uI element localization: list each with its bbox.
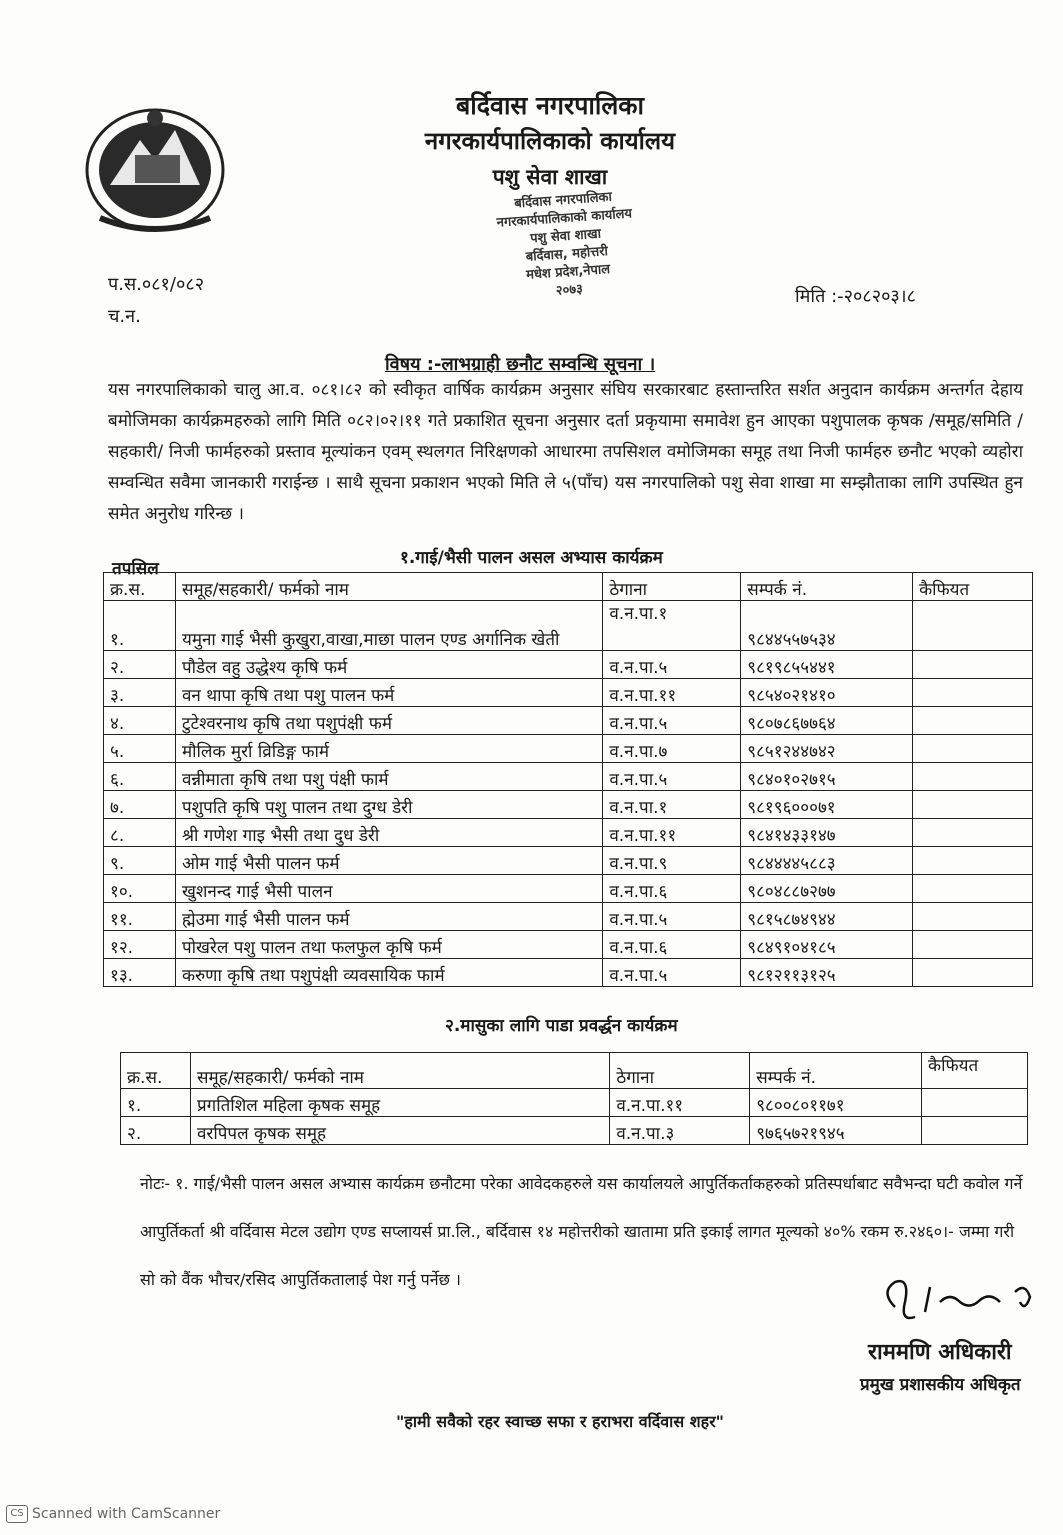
camscanner-text: Scanned with CamScanner xyxy=(32,1506,221,1522)
table-header-row xyxy=(104,573,1033,601)
camscanner-logo-icon: CS xyxy=(6,1505,28,1523)
col-header: सम्पर्क नं. xyxy=(750,1053,922,1089)
farm-name: श्री गणेश गाइ भैसी तथा दुध डेरी xyxy=(175,819,602,847)
signatory-name: राममणि अधिकारी xyxy=(868,1340,1012,1365)
stamp-line: नगरकार्यपालिकाको कार्यालय xyxy=(496,206,633,231)
remarks xyxy=(922,1089,1028,1117)
phone: ९८४४५५७५३४ xyxy=(741,601,913,651)
serial: ५. xyxy=(104,735,176,763)
table-row xyxy=(104,875,1033,903)
table-row xyxy=(104,763,1033,791)
farm-name: पोखरेल पशु पालन तथा फलफुल कृषि फर्म xyxy=(175,931,602,959)
section-name: पशु सेवा शाखा xyxy=(492,165,608,189)
phone: ९८१९८५५४४१ xyxy=(741,651,913,679)
table-program-1 xyxy=(103,572,1033,987)
table2-title: २.मासुका लागि पाडा प्रवर्द्धन कार्यक्रम xyxy=(445,1016,678,1036)
remarks xyxy=(913,903,1033,931)
col-header: समूह/सहकारी/ फर्मको नाम xyxy=(190,1053,609,1089)
col-header: सम्पर्क नं. xyxy=(741,573,913,601)
subject: विषय :-लाभग्राही छनौट सम्वन्धि सूचना । xyxy=(385,354,656,375)
address: व.न.पा.११ xyxy=(603,819,741,847)
table-row xyxy=(104,735,1033,763)
farm-name: मौलिक मुर्रा व्रिडिङ्ग फार्म xyxy=(175,735,602,763)
serial: ४. xyxy=(104,707,176,735)
address: व.न.पा.११ xyxy=(610,1089,750,1117)
phone: ९८१५८७४९४४ xyxy=(741,903,913,931)
address: व.न.पा.१ xyxy=(603,601,741,651)
stamp-line: बर्दिवास, महोत्तरी xyxy=(525,244,609,265)
remarks xyxy=(913,735,1033,763)
serial: ६. xyxy=(104,763,176,791)
remarks xyxy=(913,847,1033,875)
remarks xyxy=(913,875,1033,903)
farm-name: खुशनन्द गाई भैसी पालन xyxy=(175,875,602,903)
farm-name: ओम गाई भैसी पालन फर्म xyxy=(175,847,602,875)
table-row xyxy=(104,903,1033,931)
phone: ९८००८०११७१ xyxy=(750,1089,922,1117)
address: व.न.पा.६ xyxy=(603,931,741,959)
phone: ९८०७८६७७६४ xyxy=(741,707,913,735)
col-header: कैफियत xyxy=(913,573,1033,601)
col-header: समूह/सहकारी/ फर्मको नाम xyxy=(175,573,602,601)
table-row xyxy=(104,931,1033,959)
remarks xyxy=(913,763,1033,791)
signature-icon xyxy=(875,1272,1045,1332)
table-row xyxy=(104,679,1033,707)
stamp-line: २०७३ xyxy=(555,281,584,299)
stamp-line: मधेश प्रदेश,नेपाल xyxy=(525,261,611,283)
phone: ९८५१२४४७४२ xyxy=(741,735,913,763)
phone: ९८४०१०२७१५ xyxy=(741,763,913,791)
office-stamp-icon xyxy=(478,170,653,320)
serial: १०. xyxy=(104,875,176,903)
phone: ९८१९६०००७१ xyxy=(741,791,913,819)
remarks xyxy=(913,959,1033,987)
address: व.न.पा.७ xyxy=(603,735,741,763)
table-row xyxy=(104,601,1033,651)
farm-name: प्रगतिशिल महिला कृषक समूह xyxy=(190,1089,609,1117)
nepal-emblem-icon xyxy=(80,100,230,235)
table1-title: १.गाई/भैसी पालन असल अभ्यास कार्यक्रम xyxy=(400,548,663,568)
farm-name: पौडेल वहु उद्धेश्य कृषि फर्म xyxy=(175,651,602,679)
serial: १. xyxy=(121,1089,191,1117)
table-header-row xyxy=(121,1053,1028,1089)
serial: ८. xyxy=(104,819,176,847)
address: व.न.पा.५ xyxy=(603,903,741,931)
table-row xyxy=(104,819,1033,847)
phone: ९८४१४३३१४७ xyxy=(741,819,913,847)
address: व.न.पा.५ xyxy=(603,707,741,735)
table-row xyxy=(104,707,1033,735)
serial: ७. xyxy=(104,791,176,819)
reference-number: प.स.०८१/०८२ xyxy=(108,274,205,295)
stamp-line: पशु सेवा शाखा xyxy=(529,226,602,247)
table-program-2 xyxy=(120,1052,1028,1145)
table-row xyxy=(104,651,1033,679)
remarks xyxy=(913,791,1033,819)
table-row xyxy=(104,791,1033,819)
office-name: नगरकार्यपालिकाको कार्यालय xyxy=(424,127,676,155)
farm-name: वरपिपल कृषक समूह xyxy=(190,1117,609,1145)
serial: ३. xyxy=(104,679,176,707)
phone: ९८४४४४५८८३ xyxy=(741,847,913,875)
phone: ९८५४०२१४१० xyxy=(741,679,913,707)
note-paragraph: नोटः- १. गाई/भैसी पालन असल अभ्यास कार्यक्रम छनौटमा परेका आवेदकहरुले यस कार्यालयले आपुर्तिकर्ताकहरुको प्रतिस्पर्धाबाट सवैभन्दा घटी कवोल गर्ने आपुर्तिकर्ता श्री वर्दिवास मेटल उद्योग एण्ड सप्लायर्स प्रा.लि., बर्दिवास १४ महोत्तरीको खातामा प्रति इकाई लागत मूल्यको ४०% रकम रु.२४६०।- जम्मा गरी सो को वैंक भौचर/रसिद आपुर्तिकतालाई पेश गर्नु पर्नेछ । xyxy=(140,1174,1023,1289)
remarks xyxy=(922,1117,1028,1145)
serial: ११. xyxy=(104,903,176,931)
col-header: कैफियत xyxy=(922,1053,1028,1089)
slogan: "हामी सवैको रहर स्वाच्छ सफा र हराभरा वर्दिवास शहर" xyxy=(396,1412,724,1431)
farm-name: पशुपति कृषि पशु पालन तथा दुग्ध डेरी xyxy=(175,791,602,819)
remarks xyxy=(913,931,1033,959)
col-header: क्र.स. xyxy=(104,573,176,601)
municipality-name: बर्दिवास नगरपालिका xyxy=(456,91,644,120)
farm-name: वन थापा कृषि तथा पशु पालन फर्म xyxy=(175,679,602,707)
phone: ९८४९१०४१८५ xyxy=(741,931,913,959)
serial: १. xyxy=(104,601,176,651)
address: व.न.पा.३ xyxy=(610,1117,750,1145)
farm-name: टुटेश्वरनाथ कृषि तथा पशुपंक्षी फर्म xyxy=(175,707,602,735)
notice-body: यस नगरपालिकाको चालु आ.व. ०८१।८२ को स्वीकृत वार्षिक कार्यक्रम अनुसार संघिय सरकारबाट हस्तान्तरित सर्शत अनुदान कार्यक्रम अन्तर्गत देहाय बमोजिमका कार्यक्रमहरुको लागि मिति ०८२।०२।११ गते प्रकाशित सूचना अनुसार दर्ता प्रकृयामा समावेश हुन आएका पशुपालक कृषक /समूह/समिति /सहकारी/ निजी फार्महरुको प्रस्ताव मूल्यांकन एवम् स्थलगत निरिक्षणको आधारमा तपसिशल वमोजिमका समूह तथा निजी फार्महरु छनौट भएको व्यहोरा सम्वन्धित सवैमा जानकारी गराईन्छ । साथै सूचना प्रकाशन भएको मिति ले ५(पाँच) यस नगरपालिको पशु सेवा शाखा मा सम्झौताका लागि उपस्थित हुन समेत अनुरोध गरिन्छ । xyxy=(108,380,1023,524)
notice-date: मिति :-२०८२०३।८ xyxy=(795,286,916,307)
camscanner-watermark xyxy=(6,1505,220,1523)
address: व.न.पा.५ xyxy=(603,763,741,791)
phone: ९८०४८८७२७७ xyxy=(741,875,913,903)
serial: ९. xyxy=(104,847,176,875)
stamp-line: बर्दिवास नगरपालिका xyxy=(513,189,613,212)
address: व.न.पा.९ xyxy=(603,847,741,875)
col-header: ठेगाना xyxy=(610,1053,750,1089)
remarks xyxy=(913,651,1033,679)
table-row xyxy=(104,959,1033,987)
remarks xyxy=(913,819,1033,847)
serial: १३. xyxy=(104,959,176,987)
farm-name: यमुना गाई भैसी कुखुरा,वाखा,माछा पालन एण्ड अर्गानिक खेती xyxy=(175,601,602,651)
address: व.न.पा.६ xyxy=(603,875,741,903)
table-row xyxy=(104,847,1033,875)
table-row xyxy=(121,1117,1028,1145)
address: व.न.पा.५ xyxy=(603,651,741,679)
table-row xyxy=(121,1089,1028,1117)
address: व.न.पा.१ xyxy=(603,791,741,819)
farm-name: वन्नीमाता कृषि तथा पशु पंक्षी फार्म xyxy=(175,763,602,791)
address: व.न.पा.११ xyxy=(603,679,741,707)
col-header: क्र.स. xyxy=(121,1053,191,1089)
farm-name: ह्मेउमा गाई भैसी पालन फर्म xyxy=(175,903,602,931)
serial: २. xyxy=(121,1117,191,1145)
remarks xyxy=(913,679,1033,707)
serial: २. xyxy=(104,651,176,679)
tapsil-label: तपसिल xyxy=(112,559,159,579)
farm-name: करुणा कृषि तथा पशुपंक्षी व्यवसायिक फार्म xyxy=(175,959,602,987)
serial: १२. xyxy=(104,931,176,959)
remarks xyxy=(913,707,1033,735)
signatory-title: प्रमुख प्रशासकीय अधिकृत xyxy=(860,1375,1021,1395)
phone: ९८१२११३१२५ xyxy=(741,959,913,987)
phone: ९७६५७२१९४५ xyxy=(750,1117,922,1145)
address: व.न.पा.५ xyxy=(603,959,741,987)
dispatch-number: च.न. xyxy=(108,306,141,327)
col-header: ठेगाना xyxy=(603,573,741,601)
remarks xyxy=(913,601,1033,651)
